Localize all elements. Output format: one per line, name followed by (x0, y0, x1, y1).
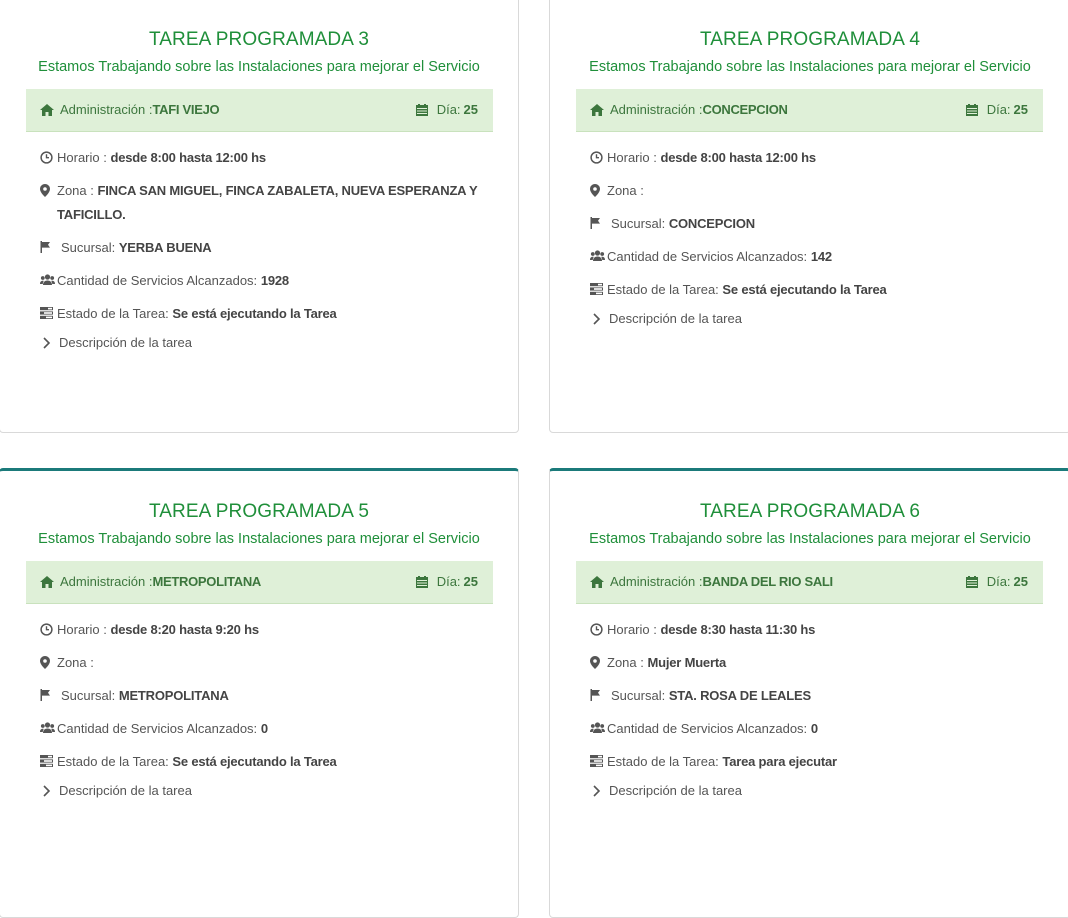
admin-bar (576, 561, 1043, 604)
users-icon (40, 722, 53, 735)
clock-icon (40, 623, 53, 636)
day-label: Día: (436, 574, 461, 589)
chevron-right-icon (592, 785, 602, 797)
status-label: Estado de la Tarea: (57, 306, 169, 321)
schedule-label: Horario : (607, 150, 657, 165)
description-toggle[interactable] (40, 783, 488, 798)
calendar-icon (416, 104, 428, 116)
count-label: Cantidad de Servicios Alcanzados: (57, 273, 258, 288)
branch-label: Sucursal: (61, 240, 116, 255)
clock-icon (590, 151, 603, 164)
admin-name: TAFI VIEJO (152, 102, 220, 117)
description-toggle[interactable] (590, 311, 1040, 326)
branch-label: Sucursal: (61, 688, 116, 703)
zone-value: FINCA SAN MIGUEL, FINCA ZABALETA, NUEVA ESPERANZA Y TAFICILLO. (57, 183, 478, 222)
description-toggle[interactable] (590, 783, 1040, 798)
map-marker-icon (40, 184, 53, 197)
flag-icon (40, 689, 53, 702)
admin-bar (26, 89, 493, 132)
description-label[interactable]: Descripción de la tarea (59, 783, 192, 798)
day-value: 25 (463, 102, 478, 117)
users-icon (40, 274, 53, 287)
schedule-value: desde 8:00 hasta 12:00 hs (660, 150, 816, 165)
home-icon (40, 576, 54, 588)
branch-value: METROPOLITANA (118, 688, 229, 703)
schedule-row (590, 146, 1040, 170)
zone-row (590, 179, 1040, 203)
count-label: Cantidad de Servicios Alcanzados: (607, 721, 808, 736)
status-value: Tarea para ejecutar (722, 754, 837, 769)
card-title: TAREA PROGRAMADA 6 (699, 501, 920, 522)
status-label: Estado de la Tarea: (607, 282, 719, 297)
zone-value: Mujer Muerta (647, 655, 726, 670)
card-subtitle: Estamos Trabajando sobre las Instalaciones para mejorar el Servicio (38, 531, 480, 547)
schedule-label: Horario : (607, 622, 657, 637)
count-row (590, 717, 1040, 741)
day-label: Día: (436, 102, 461, 117)
schedule-value: desde 8:30 hasta 11:30 hs (660, 622, 816, 637)
zone-label: Zona : (607, 655, 644, 670)
branch-row (40, 236, 488, 260)
clock-icon (40, 151, 53, 164)
count-label: Cantidad de Servicios Alcanzados: (607, 249, 808, 264)
tasks-icon (590, 283, 603, 296)
day-value: 25 (1013, 574, 1028, 589)
flag-icon (40, 241, 53, 254)
schedule-label: Horario : (57, 622, 107, 637)
admin-name: BANDA DEL RIO SALI (702, 574, 833, 589)
card-subtitle: Estamos Trabajando sobre las Instalaciones para mejorar el Servicio (589, 59, 1031, 75)
card-title: TAREA PROGRAMADA 3 (148, 29, 369, 50)
map-marker-icon (40, 656, 53, 669)
branch-row (590, 684, 1040, 708)
status-label: Estado de la Tarea: (57, 754, 169, 769)
clock-icon (590, 623, 603, 636)
calendar-icon (416, 576, 428, 588)
map-marker-icon (590, 184, 603, 197)
count-row (40, 269, 488, 293)
status-row (590, 750, 1040, 774)
description-label[interactable]: Descripción de la tarea (609, 311, 742, 326)
branch-label: Sucursal: (611, 216, 666, 231)
count-value: 1928 (260, 273, 289, 288)
home-icon (40, 104, 54, 116)
home-icon (590, 576, 604, 588)
admin-bar (576, 89, 1043, 132)
calendar-icon (966, 104, 978, 116)
schedule-row (590, 618, 1040, 642)
day-value: 25 (463, 574, 478, 589)
count-row (40, 717, 488, 741)
chevron-right-icon (42, 337, 52, 349)
schedule-row (40, 618, 488, 642)
status-row (40, 302, 488, 326)
count-label: Cantidad de Servicios Alcanzados: (57, 721, 258, 736)
zone-label: Zona : (57, 183, 94, 198)
users-icon (590, 722, 603, 735)
zone-label: Zona : (607, 183, 644, 198)
schedule-value: desde 8:00 hasta 12:00 hs (110, 150, 266, 165)
status-row (590, 278, 1040, 302)
admin-name: METROPOLITANA (152, 574, 262, 589)
branch-value: STA. ROSA DE LEALES (668, 688, 811, 703)
schedule-value: desde 8:20 hasta 9:20 hs (110, 622, 259, 637)
admin-label: Administración : (610, 102, 703, 117)
map-marker-icon (590, 656, 603, 669)
home-icon (590, 104, 604, 116)
calendar-icon (966, 576, 978, 588)
schedule-label: Horario : (57, 150, 107, 165)
admin-bar (26, 561, 493, 604)
flag-icon (590, 217, 603, 230)
card-subtitle: Estamos Trabajando sobre las Instalaciones para mejorar el Servicio (589, 531, 1031, 547)
admin-label: Administración : (60, 574, 153, 589)
branch-label: Sucursal: (611, 688, 666, 703)
count-value: 142 (810, 249, 832, 264)
tasks-icon (40, 307, 53, 320)
card-title: TAREA PROGRAMADA 4 (699, 29, 920, 50)
status-value: Se está ejecutando la Tarea (722, 282, 887, 297)
count-value: 0 (260, 721, 268, 736)
zone-row (590, 651, 1040, 675)
admin-name: CONCEPCION (702, 102, 788, 117)
day-value: 25 (1013, 102, 1028, 117)
card-title: TAREA PROGRAMADA 5 (148, 501, 369, 522)
chevron-right-icon (42, 785, 52, 797)
day-label: Día: (986, 574, 1011, 589)
admin-label: Administración : (60, 102, 153, 117)
zone-row (40, 179, 488, 227)
flag-icon (590, 689, 603, 702)
card-subtitle: Estamos Trabajando sobre las Instalaciones para mejorar el Servicio (38, 59, 480, 75)
status-value: Se está ejecutando la Tarea (172, 306, 337, 321)
count-value: 0 (810, 721, 818, 736)
description-label[interactable]: Descripción de la tarea (59, 335, 192, 350)
status-row (40, 750, 488, 774)
task-card (549, 0, 1068, 433)
zone-label: Zona : (57, 655, 94, 670)
task-card (549, 468, 1068, 918)
zone-row (40, 651, 488, 675)
chevron-right-icon (592, 313, 602, 325)
description-toggle[interactable] (40, 335, 488, 350)
task-card (0, 468, 519, 918)
count-row (590, 245, 1040, 269)
branch-row (590, 212, 1040, 236)
status-label: Estado de la Tarea: (607, 754, 719, 769)
status-value: Se está ejecutando la Tarea (172, 754, 337, 769)
branch-row (40, 684, 488, 708)
branch-value: YERBA BUENA (118, 240, 212, 255)
tasks-icon (40, 755, 53, 768)
users-icon (590, 250, 603, 263)
schedule-row (40, 146, 488, 170)
task-card (0, 0, 519, 433)
tasks-icon (590, 755, 603, 768)
branch-value: CONCEPCION (668, 216, 755, 231)
day-label: Día: (986, 102, 1011, 117)
admin-label: Administración : (610, 574, 703, 589)
description-label[interactable]: Descripción de la tarea (609, 783, 742, 798)
